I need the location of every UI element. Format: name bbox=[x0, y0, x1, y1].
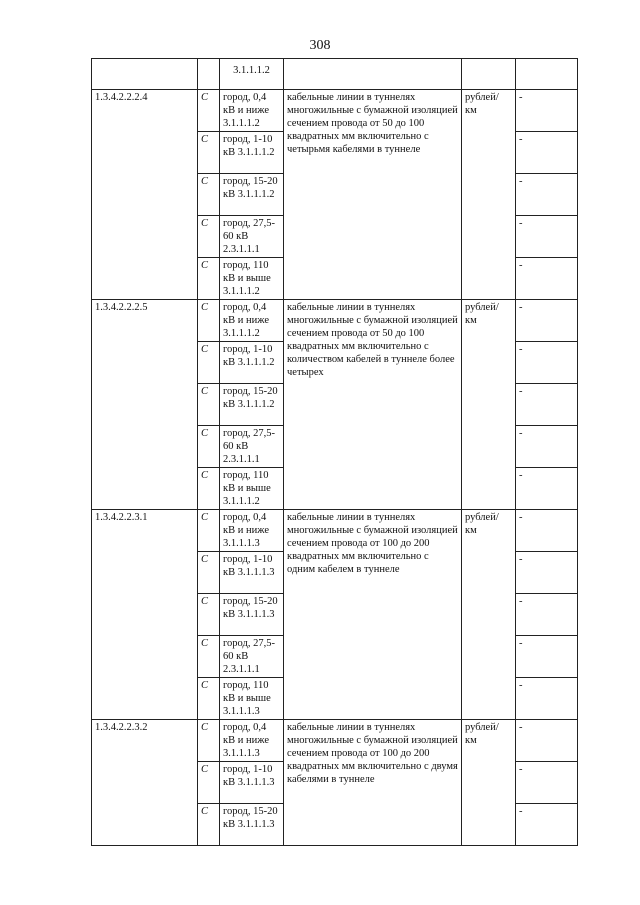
table-row bbox=[92, 720, 578, 762]
rate-value: - bbox=[516, 636, 578, 678]
area-flag: С bbox=[198, 468, 220, 510]
area-flag: С bbox=[198, 342, 220, 384]
code-cell bbox=[92, 59, 198, 90]
area-flag: С bbox=[198, 594, 220, 636]
area-flag: С bbox=[198, 804, 220, 846]
area-description: город, 110 кВ и выше 3.1.1.1.2 bbox=[220, 468, 284, 510]
area-description: город, 0,4 кВ и ниже 3.1.1.1.2 bbox=[220, 90, 284, 132]
area-description: город, 110 кВ и выше 3.1.1.1.3 bbox=[220, 678, 284, 720]
area-description: город, 15-20 кВ 3.1.1.1.2 bbox=[220, 384, 284, 426]
area-flag: С bbox=[198, 216, 220, 258]
item-code: 1.3.4.2.2.2.5 bbox=[92, 300, 198, 510]
area-description: город, 15-20 кВ 3.1.1.1.3 bbox=[220, 804, 284, 846]
unit-cell bbox=[462, 59, 516, 90]
area-description: город, 1-10 кВ 3.1.1.1.3 bbox=[220, 552, 284, 594]
area-flag: С bbox=[198, 720, 220, 762]
line-description: кабельные линии в туннелях многожильные с бумажной изоляцией сечением провода от 100 до 200 квадратных мм включительно с двумя кабелями в туннеле bbox=[284, 720, 462, 846]
item-code: 1.3.4.2.2.3.2 bbox=[92, 720, 198, 846]
rates-table bbox=[91, 58, 578, 846]
table-row bbox=[92, 300, 578, 342]
rate-value: - bbox=[516, 510, 578, 552]
unit-of-measure: рублей/ км bbox=[462, 300, 516, 510]
line-description: кабельные линии в туннелях многожильные с бумажной изоляцией сечением провода от 50 до 100 квадратных мм включительно с четырьмя кабелями в туннеле bbox=[284, 90, 462, 300]
area-description: город, 0,4 кВ и ниже 3.1.1.1.3 bbox=[220, 510, 284, 552]
rate-value: - bbox=[516, 258, 578, 300]
rate-value: - bbox=[516, 426, 578, 468]
table-row bbox=[92, 510, 578, 552]
item-code: 1.3.4.2.2.2.4 bbox=[92, 90, 198, 300]
unit-of-measure: рублей/ км bbox=[462, 510, 516, 720]
rate-value: - bbox=[516, 300, 578, 342]
rate-value: - bbox=[516, 804, 578, 846]
line-description: кабельные линии в туннелях многожильные с бумажной изоляцией сечением провода от 50 до 100 квадратных мм включительно с количеством кабелей в туннеле более четырех bbox=[284, 300, 462, 510]
continued-area-text: 3.1.1.1.2 bbox=[233, 65, 270, 76]
area-description: город, 1-10 кВ 3.1.1.1.2 bbox=[220, 132, 284, 174]
area-flag: С bbox=[198, 510, 220, 552]
unit-of-measure: рублей/ км bbox=[462, 90, 516, 300]
rate-value: - bbox=[516, 594, 578, 636]
line-description: кабельные линии в туннелях многожильные с бумажной изоляцией сечением провода от 100 до 200 квадратных мм включительно с одним кабелем в туннеле bbox=[284, 510, 462, 720]
area-flag: С bbox=[198, 678, 220, 720]
area-flag: С bbox=[198, 300, 220, 342]
page-number: 308 bbox=[309, 38, 331, 53]
value-cell bbox=[516, 59, 578, 90]
area-flag: С bbox=[198, 132, 220, 174]
rate-value: - bbox=[516, 132, 578, 174]
rate-value: - bbox=[516, 90, 578, 132]
table-row bbox=[92, 90, 578, 132]
area-cell bbox=[220, 59, 284, 90]
area-description: город, 15-20 кВ 3.1.1.1.3 bbox=[220, 594, 284, 636]
area-description: город, 27,5-60 кВ 2.3.1.1.1 bbox=[220, 636, 284, 678]
area-description: город, 1-10 кВ 3.1.1.1.2 bbox=[220, 342, 284, 384]
area-description: город, 0,4 кВ и ниже 3.1.1.1.3 bbox=[220, 720, 284, 762]
area-description: город, 15-20 кВ 3.1.1.1.2 bbox=[220, 174, 284, 216]
rate-value: - bbox=[516, 384, 578, 426]
area-description: город, 27,5-60 кВ 2.3.1.1.1 bbox=[220, 426, 284, 468]
area-flag: С bbox=[198, 762, 220, 804]
rate-value: - bbox=[516, 552, 578, 594]
area-flag: С bbox=[198, 552, 220, 594]
item-code: 1.3.4.2.2.3.1 bbox=[92, 510, 198, 720]
rate-value: - bbox=[516, 216, 578, 258]
area-flag: С bbox=[198, 90, 220, 132]
description-cell bbox=[284, 59, 462, 90]
unit-of-measure: рублей/ км bbox=[462, 720, 516, 846]
area-description: город, 0,4 кВ и ниже 3.1.1.1.2 bbox=[220, 300, 284, 342]
flag-cell bbox=[198, 59, 220, 90]
area-description: город, 110 кВ и выше 3.1.1.1.2 bbox=[220, 258, 284, 300]
rate-value: - bbox=[516, 762, 578, 804]
area-description: город, 27,5-60 кВ 2.3.1.1.1 bbox=[220, 216, 284, 258]
rate-value: - bbox=[516, 468, 578, 510]
area-flag: С bbox=[198, 426, 220, 468]
area-description: город, 1-10 кВ 3.1.1.1.3 bbox=[220, 762, 284, 804]
area-flag: С bbox=[198, 384, 220, 426]
table-body bbox=[92, 59, 578, 846]
rate-value: - bbox=[516, 174, 578, 216]
rate-value: - bbox=[516, 342, 578, 384]
area-flag: С bbox=[198, 636, 220, 678]
area-flag: С bbox=[198, 174, 220, 216]
rate-value: - bbox=[516, 678, 578, 720]
area-flag: С bbox=[198, 258, 220, 300]
continuation-row bbox=[92, 59, 578, 90]
rate-value: - bbox=[516, 720, 578, 762]
